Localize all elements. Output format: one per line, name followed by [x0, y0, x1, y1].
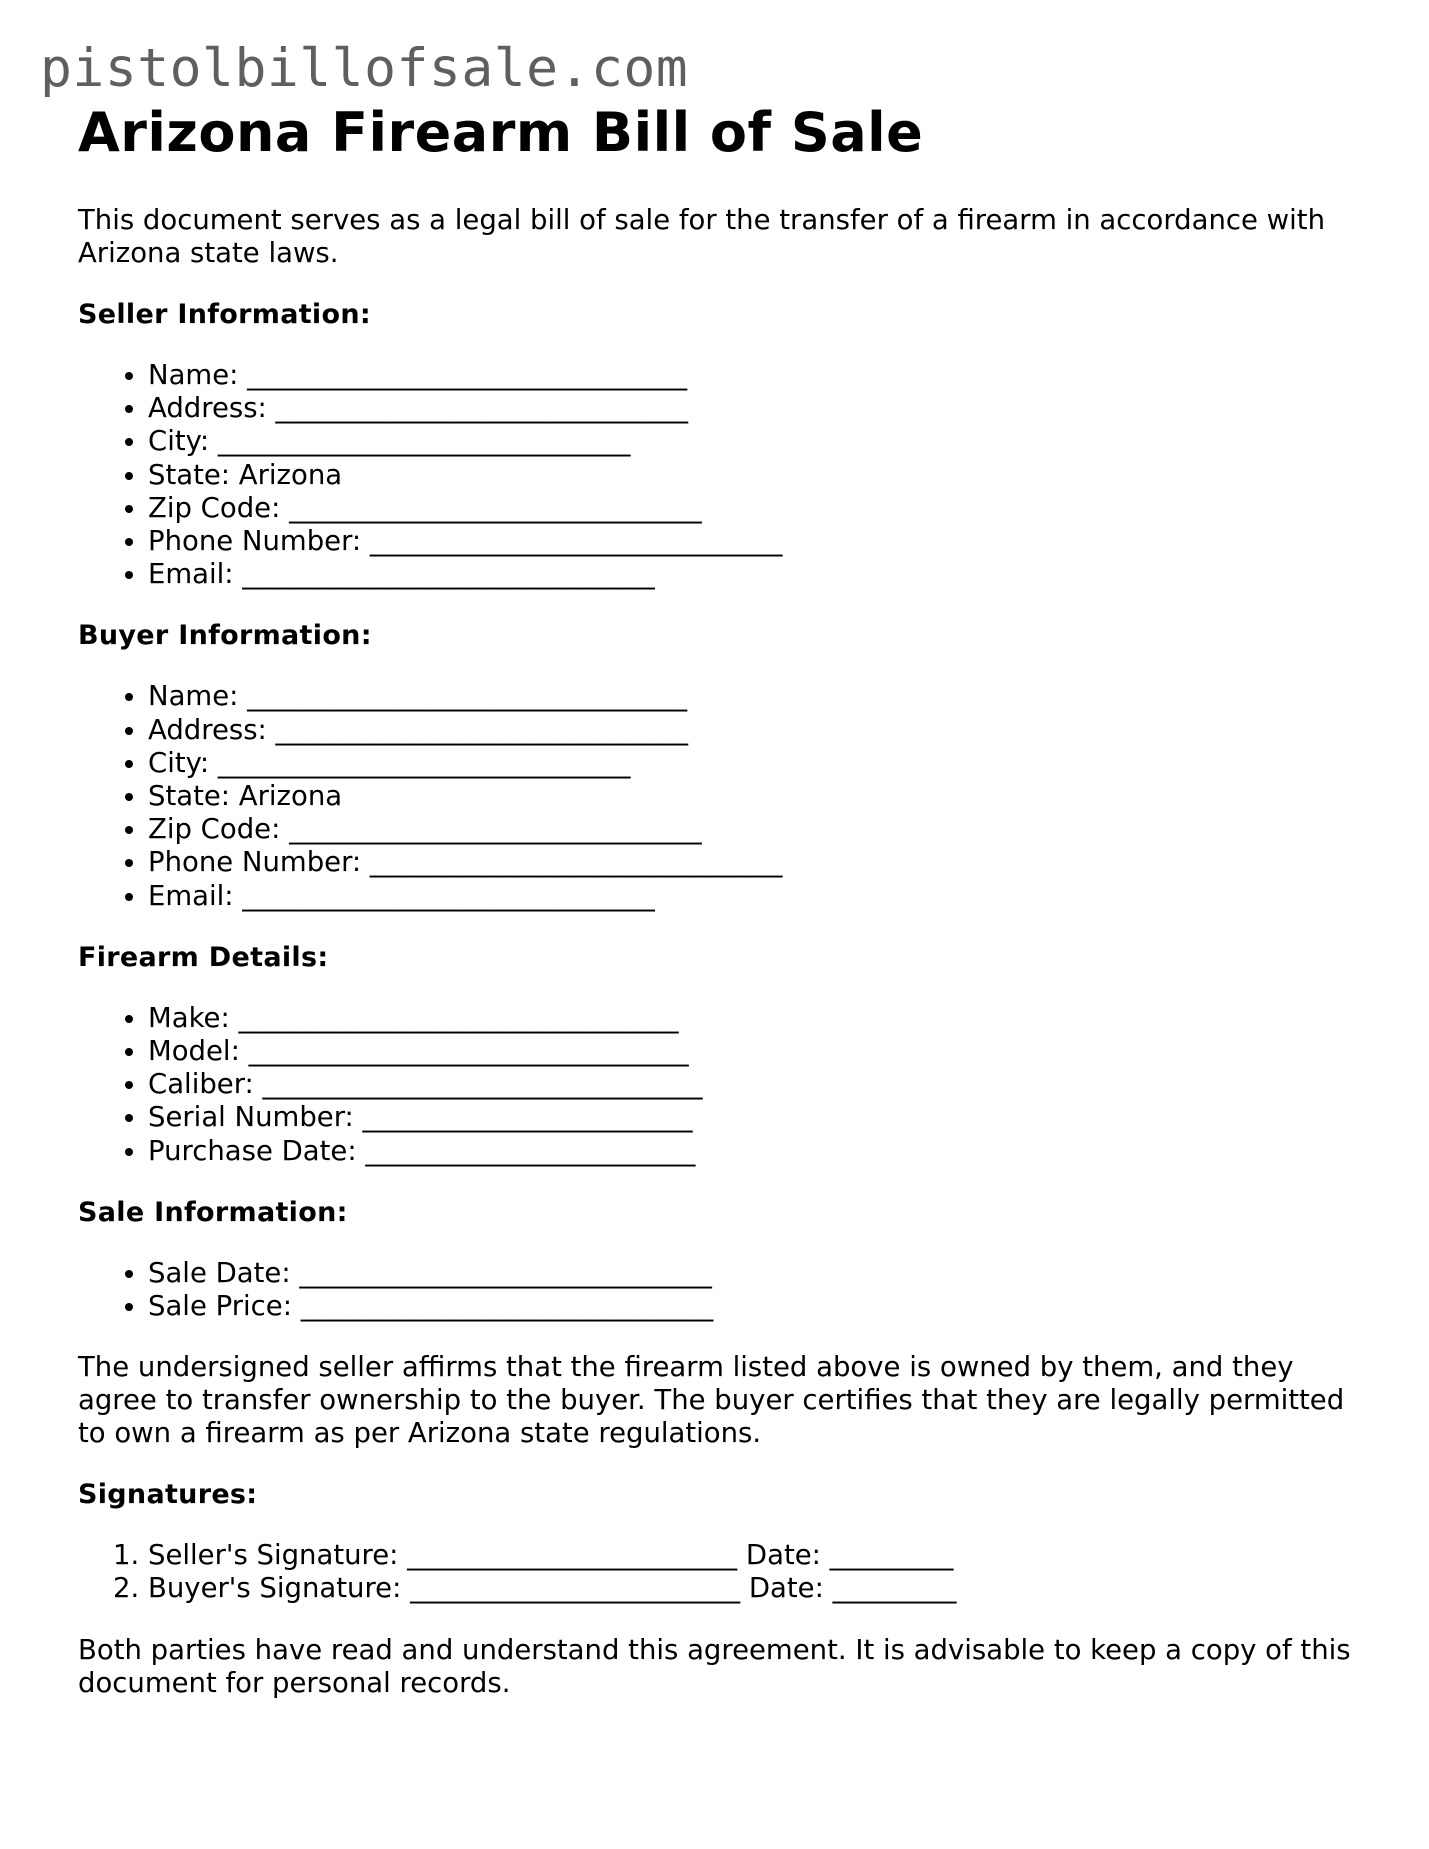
buyer-name-field: • Name: ________________________________ [148, 680, 1368, 713]
firearm-model-field: • Model: ________________________________ [148, 1035, 1368, 1068]
closing-paragraph: Both parties have read and understand this agreement. It is advisable to keep a copy of this document for personal records. [78, 1633, 1351, 1699]
seller-name-field: • Name: ________________________________ [148, 359, 1368, 392]
seller-zip-field: • Zip Code: ______________________________ [148, 492, 1368, 525]
sale-heading: Sale Information: [78, 1196, 348, 1228]
seller-address-field: • Address: ______________________________ [148, 392, 1368, 425]
seller-state-field: • State: Arizona [148, 459, 1368, 492]
site-watermark: pistolbillofsale.com [40, 38, 689, 99]
firearm-caliber-field: • Caliber: ________________________________ [148, 1068, 1368, 1101]
seller-heading: Seller Information: [78, 299, 371, 330]
page-title: Arizona Firearm Bill of Sale [78, 101, 924, 164]
sale-list [78, 1257, 1368, 1323]
firearm-list [78, 1002, 1368, 1168]
buyer-heading: Buyer Information: [78, 620, 372, 652]
buyer-signature-line: 2. Buyer's Signature: ________________________ Date: _________ [148, 1572, 1368, 1605]
seller-list [78, 359, 1368, 591]
seller-email-field: • Email: ______________________________ [148, 558, 1368, 591]
firearm-serial-field: • Serial Number: ________________________ [148, 1101, 1368, 1134]
sale-date-field: • Sale Date: ______________________________ [148, 1257, 1368, 1290]
affirmation-paragraph: The undersigned seller affirms that the firearm listed above is owned by them, and they agree to transfer ownership to the buyer. The buyer certifies that they are legally permitted to own a firearm as per Arizona state regulations. [78, 1351, 1345, 1450]
seller-signature-line: 1. Seller's Signature: ________________________ Date: _________ [148, 1539, 1368, 1572]
buyer-zip-field: • Zip Code: ______________________________ [148, 813, 1368, 846]
signatures-list [78, 1539, 1368, 1605]
seller-city-field: • City: ______________________________ [148, 425, 1368, 458]
firearm-make-field: • Make: ________________________________ [148, 1002, 1368, 1035]
buyer-email-field: • Email: ______________________________ [148, 880, 1368, 913]
seller-phone-field: • Phone Number: ______________________________ [148, 525, 1368, 558]
intro-paragraph: This document serves as a legal bill of sale for the transfer of a firearm in accordance with Arizona state laws. [78, 204, 1326, 269]
sale-price-field: • Sale Price: ______________________________ [148, 1290, 1368, 1323]
firearm-heading: Firearm Details: [78, 941, 329, 973]
signatures-heading: Signatures: [78, 1479, 258, 1511]
buyer-state-field: • State: Arizona [148, 780, 1368, 813]
buyer-address-field: • Address: ______________________________ [148, 714, 1368, 747]
firearm-purchase-date-field: • Purchase Date: ________________________ [148, 1135, 1368, 1168]
buyer-list [78, 680, 1368, 912]
buyer-city-field: • City: ______________________________ [148, 747, 1368, 780]
document-page [78, 98, 1368, 1700]
buyer-phone-field: • Phone Number: ______________________________ [148, 846, 1368, 879]
